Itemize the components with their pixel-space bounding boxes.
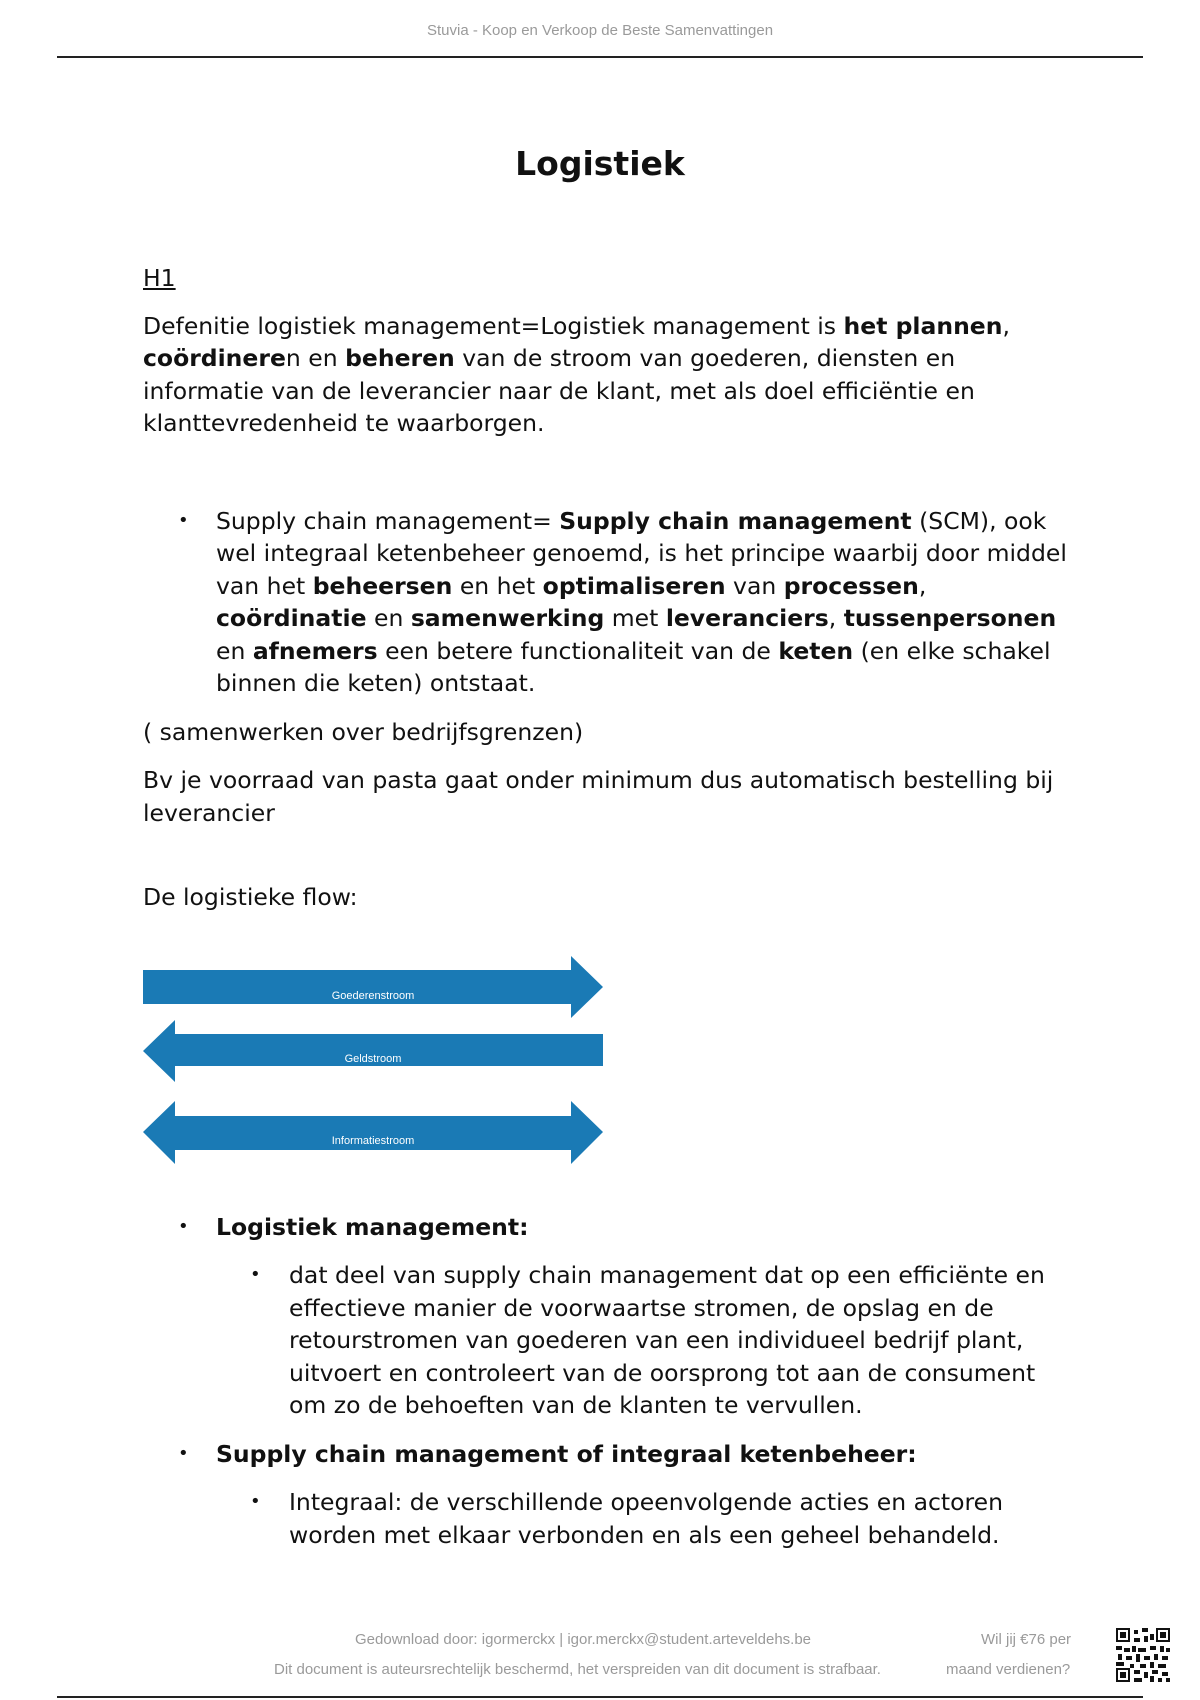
logistics-flow-diagram bbox=[143, 956, 613, 1171]
footer-rule bbox=[57, 1696, 1143, 1698]
information-flow-label: Informatiestroom bbox=[331, 1134, 415, 1147]
intro-bold: beheren bbox=[345, 344, 455, 372]
bullet-icon: • bbox=[250, 1264, 261, 1285]
scm-text: (SCM), ook wel integraal ketenbeheer genoemd, is het principe waarbij door middel van het bbox=[216, 506, 1067, 600]
intro-bold: het plannen bbox=[843, 311, 1003, 340]
promo-link-line1[interactable]: Wil jij €76 per bbox=[981, 1631, 1072, 1648]
header-rule bbox=[57, 56, 1143, 58]
scm-text: van bbox=[725, 571, 784, 600]
scm-list bbox=[143, 505, 1073, 700]
definitions-list bbox=[143, 1438, 1073, 1471]
scm-text: een betere functionaliteit van de bbox=[377, 636, 779, 665]
scm-bold: afnemers bbox=[252, 636, 378, 665]
promo-link-line2[interactable]: maand verdienen? bbox=[946, 1661, 1071, 1678]
scm-text: en bbox=[366, 604, 411, 632]
bullet-icon: • bbox=[250, 1491, 261, 1512]
intro-text: , bbox=[1002, 311, 1010, 340]
scm-bold: tussenpersonen bbox=[843, 604, 1057, 632]
goods-flow-label: Goederenstroom bbox=[331, 989, 415, 1002]
scm-bold: coördinatie bbox=[216, 604, 367, 632]
definitions-sublist bbox=[143, 1486, 1073, 1551]
footer-downloaded-by: Gedownload door: igormerckx | igor.merckx@student.arteveldehs.be bbox=[355, 1631, 812, 1648]
qr-code-icon[interactable] bbox=[1116, 1628, 1170, 1682]
list-item-title: Logistiek management: bbox=[216, 1212, 529, 1241]
list-item-text: dat deel van supply chain management dat op een efficiënte en effectieve manier de voorwaartse stromen, de opslag en de retourstromen van goederen van een individueel bedrijf plant, uitvoert en controleert van de oorsprong tot aan de consument om zo de behoeften van de klanten te vervullen. bbox=[289, 1261, 1045, 1419]
intro-text: n en bbox=[285, 344, 346, 372]
bullet-icon: • bbox=[178, 1215, 189, 1237]
section-heading: H1 bbox=[143, 264, 176, 292]
scm-text: met bbox=[604, 604, 666, 632]
scm-text: , bbox=[828, 604, 844, 632]
scm-text: , bbox=[918, 571, 927, 600]
scm-text: en het bbox=[452, 571, 543, 600]
scm-bold: keten bbox=[778, 636, 854, 665]
list-item bbox=[143, 1438, 1073, 1471]
scm-bold: beheersen bbox=[312, 571, 453, 600]
scm-text: (en elke schakel binnen die keten) ontstaat. bbox=[216, 636, 1051, 697]
intro-paragraph bbox=[143, 310, 1073, 440]
bullet-icon: • bbox=[178, 1442, 189, 1464]
list-item bbox=[143, 1486, 1073, 1551]
list-item bbox=[143, 505, 1073, 700]
scm-bold: Supply chain management bbox=[559, 506, 912, 535]
scm-bold: processen bbox=[783, 571, 919, 600]
list-item-title: Supply chain management of integraal ketenbeheer: bbox=[216, 1439, 917, 1468]
intro-text: Defenitie logistiek management=Logistiek management is bbox=[143, 311, 844, 340]
document-body bbox=[143, 262, 1073, 1551]
definitions-list bbox=[143, 1211, 1073, 1244]
list-item-text: Integraal: de verschillende opeenvolgende acties en actoren worden met elkaar verbonden en als een geheel behandeld. bbox=[289, 1488, 1004, 1549]
definitions-sublist bbox=[143, 1259, 1073, 1422]
list-item bbox=[143, 1211, 1073, 1244]
intro-text: van de stroom van goederen, diensten en informatie van de leverancier naar de klant, met als doel efficiëntie en klanttevredenheid te waarborgen. bbox=[143, 344, 975, 437]
note-paragraph: Bv je voorraad van pasta gaat onder minimum dus automatisch bestelling bij leverancier bbox=[143, 766, 1054, 827]
scm-bold: leveranciers bbox=[665, 604, 829, 632]
footer-copyright: Dit document is auteursrechtelijk beschermd, het verspreiden van dit document is strafbaar. bbox=[274, 1661, 881, 1678]
scm-bold: samenwerking bbox=[410, 604, 605, 632]
scm-text: Supply chain management= bbox=[216, 506, 560, 535]
flow-heading: De logistieke flow: bbox=[143, 883, 358, 911]
note-paragraph: ( samenwerken over bedrijfsgrenzen) bbox=[143, 717, 584, 746]
money-flow-label: Geldstroom bbox=[344, 1052, 402, 1065]
intro-bold: coördinere bbox=[143, 344, 286, 372]
document-title: Logistiek bbox=[515, 144, 685, 183]
page-header: Stuvia - Koop en Verkoop de Beste Samenvattingen bbox=[426, 22, 774, 39]
scm-text: en bbox=[216, 636, 253, 665]
bullet-icon: • bbox=[178, 509, 189, 531]
scm-bold: optimaliseren bbox=[542, 571, 726, 600]
list-item bbox=[143, 1259, 1073, 1422]
